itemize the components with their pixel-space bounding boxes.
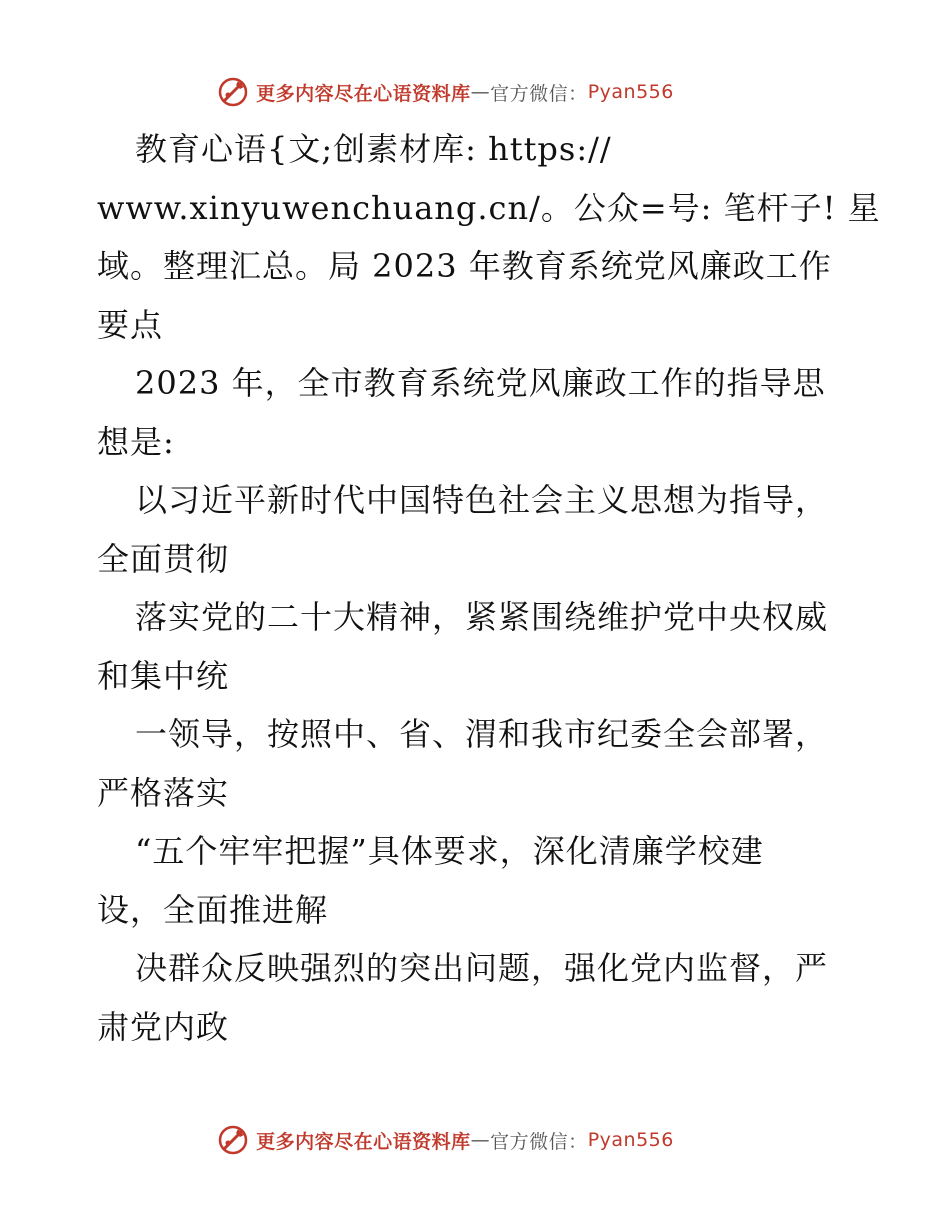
watermark-separator: — — [470, 81, 491, 103]
document-line: 设，全面推进解 — [97, 890, 329, 929]
document-line: www.xinyuwenchuang.cn/。公众=号: 笔杆子! 星 — [97, 188, 881, 227]
watermark-brand: 更多内容尽在心语资料库 — [256, 1130, 471, 1153]
document-line: 以习近平新时代中国特色社会主义思想为指导， — [135, 481, 829, 519]
brand-logo-icon — [216, 75, 250, 109]
document-line: 决群众反映强烈的突出问题，强化党内监督，严 — [135, 949, 829, 987]
document-line: 落实党的二十大精神，紧紧围绕维护党中央权威 — [135, 598, 829, 636]
document-line: 肃党内政 — [97, 1007, 230, 1046]
brand-logo-icon — [216, 1123, 250, 1157]
document-line: 想是: — [97, 422, 175, 461]
document-line: 2023 年，全市教育系统党风廉政工作的指导思 — [135, 364, 826, 402]
document-line: 域。整理汇总。局 2023 年教育系统党风廉政工作 — [97, 247, 832, 285]
watermark-brand: 更多内容尽在心语资料库 — [256, 82, 471, 105]
document-line: 和集中统 — [97, 656, 230, 695]
header-watermark — [0, 72, 950, 112]
document-line: “五个牢牢把握”具体要求，深化清廉学校建 — [135, 832, 764, 870]
watermark-official-label: 官方微信： — [490, 82, 588, 105]
watermark-separator: — — [470, 1129, 491, 1151]
document-line: 一领导，按照中、省、渭和我市纪委全会部署， — [135, 715, 829, 753]
watermark-account: Pyan556 — [587, 81, 674, 103]
document-body — [97, 120, 881, 1056]
watermark-official-label: 官方微信： — [490, 1130, 588, 1153]
document-line: 要点 — [97, 305, 164, 344]
footer-watermark — [0, 1120, 950, 1160]
document-line: 严格落实 — [97, 773, 230, 812]
document-line: 教育心语{文;创素材库: https:// — [135, 130, 612, 168]
watermark-account: Pyan556 — [587, 1129, 674, 1151]
document-line: 全面贯彻 — [97, 539, 230, 578]
